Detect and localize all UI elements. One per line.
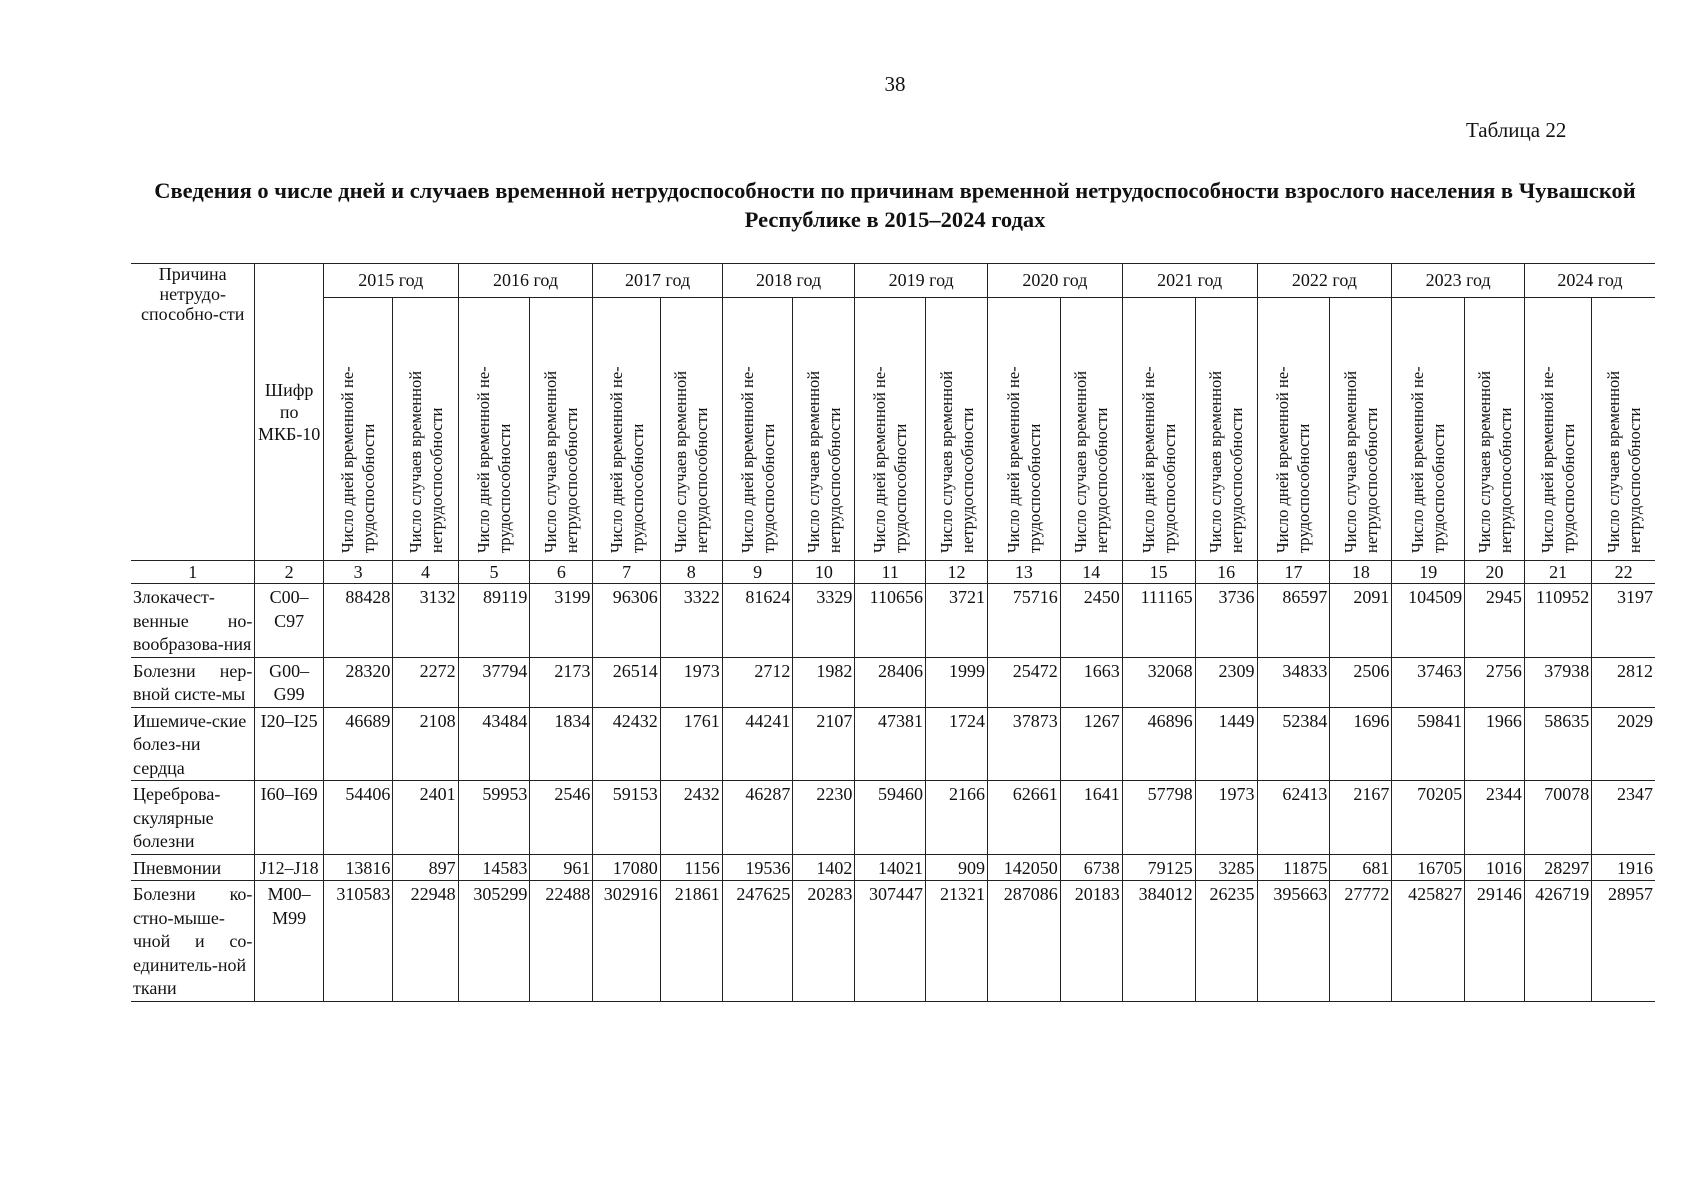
cause-cell: Ишемиче-ские болез-ни сердца bbox=[131, 707, 255, 781]
cases-value-cell: 1696 bbox=[1330, 707, 1392, 781]
header-days-label: Число дней временной не-трудоспособности bbox=[593, 298, 660, 561]
cases-value-cell: 2450 bbox=[1060, 584, 1122, 658]
column-number: 14 bbox=[1060, 561, 1122, 584]
icd-code-cell: M00–M99 bbox=[255, 881, 323, 1002]
cases-value-cell: 1267 bbox=[1060, 707, 1122, 781]
header-cases-label: Число случаев временной нетрудоспособности bbox=[1592, 298, 1655, 561]
cases-value-cell: 1966 bbox=[1465, 707, 1525, 781]
cases-value-cell: 20183 bbox=[1060, 881, 1122, 1002]
cases-value-cell: 2107 bbox=[793, 707, 855, 781]
days-value-cell: 58635 bbox=[1524, 707, 1591, 781]
days-value-cell: 16705 bbox=[1392, 854, 1465, 881]
cases-value-cell: 2506 bbox=[1330, 657, 1392, 707]
cases-value-cell: 1402 bbox=[793, 854, 855, 881]
cases-value-cell: 27772 bbox=[1330, 881, 1392, 1002]
column-number: 3 bbox=[323, 561, 393, 584]
measure-header-row bbox=[131, 298, 1655, 561]
days-value-cell: 247625 bbox=[722, 881, 793, 1002]
days-value-cell: 46689 bbox=[323, 707, 393, 781]
column-number: 10 bbox=[793, 561, 855, 584]
column-number: 13 bbox=[987, 561, 1060, 584]
cases-value-cell: 1663 bbox=[1060, 657, 1122, 707]
cases-value-cell: 1916 bbox=[1592, 854, 1655, 881]
days-value-cell: 426719 bbox=[1524, 881, 1591, 1002]
days-value-cell: 54406 bbox=[323, 781, 393, 855]
header-year: 2024 год bbox=[1524, 264, 1655, 298]
cases-value-cell: 1982 bbox=[793, 657, 855, 707]
column-number: 11 bbox=[855, 561, 926, 584]
cases-value-cell: 3285 bbox=[1195, 854, 1257, 881]
header-year: 2018 год bbox=[722, 264, 855, 298]
cases-value-cell: 3199 bbox=[530, 584, 593, 658]
days-value-cell: 2712 bbox=[722, 657, 793, 707]
days-value-cell: 88428 bbox=[323, 584, 393, 658]
days-value-cell: 59841 bbox=[1392, 707, 1465, 781]
cases-value-cell: 2945 bbox=[1465, 584, 1525, 658]
days-value-cell: 59460 bbox=[855, 781, 926, 855]
cases-value-cell: 6738 bbox=[1060, 854, 1122, 881]
header-year: 2016 год bbox=[458, 264, 593, 298]
header-cause: Причина нетрудо-способно-сти bbox=[131, 264, 255, 561]
days-value-cell: 46287 bbox=[722, 781, 793, 855]
cases-value-cell: 1973 bbox=[1195, 781, 1257, 855]
cases-value-cell: 2173 bbox=[530, 657, 593, 707]
days-value-cell: 79125 bbox=[1122, 854, 1195, 881]
header-cases-label: Число случаев временной нетрудоспособности bbox=[926, 298, 988, 561]
document-title: Сведения о числе дней и случаев временной нетрудоспособности по причинам временной нетрудоспособности взрослого населения в Чувашской Республике в 2015–2024 годах bbox=[154, 178, 1636, 232]
column-number: 8 bbox=[660, 561, 722, 584]
header-cases-label: Число случаев временной нетрудоспособности bbox=[1330, 298, 1392, 561]
cases-value-cell: 1641 bbox=[1060, 781, 1122, 855]
days-value-cell: 37794 bbox=[458, 657, 530, 707]
days-value-cell: 28406 bbox=[855, 657, 926, 707]
header-cases-label: Число случаев временной нетрудоспособности bbox=[393, 298, 458, 561]
cases-value-cell: 2091 bbox=[1330, 584, 1392, 658]
table-label: Таблица 22 bbox=[1466, 118, 1567, 142]
cases-value-cell: 2309 bbox=[1195, 657, 1257, 707]
days-value-cell: 14021 bbox=[855, 854, 926, 881]
column-number: 5 bbox=[458, 561, 530, 584]
column-number: 22 bbox=[1592, 561, 1655, 584]
cases-value-cell: 1761 bbox=[660, 707, 722, 781]
days-value-cell: 59153 bbox=[593, 781, 660, 855]
days-value-cell: 13816 bbox=[323, 854, 393, 881]
days-value-cell: 32068 bbox=[1122, 657, 1195, 707]
days-value-cell: 37463 bbox=[1392, 657, 1465, 707]
days-value-cell: 62661 bbox=[987, 781, 1060, 855]
header-days-label: Число дней временной не-трудоспособности bbox=[855, 298, 926, 561]
header-year: 2023 год bbox=[1392, 264, 1525, 298]
column-number: 12 bbox=[926, 561, 988, 584]
cases-value-cell: 1449 bbox=[1195, 707, 1257, 781]
days-value-cell: 111165 bbox=[1122, 584, 1195, 658]
header-days-label: Число дней временной не-трудоспособности bbox=[987, 298, 1060, 561]
header-year: 2017 год bbox=[593, 264, 722, 298]
statistics-table bbox=[131, 263, 1655, 1002]
days-value-cell: 395663 bbox=[1257, 881, 1330, 1002]
table-row bbox=[131, 781, 1655, 855]
cases-value-cell: 2272 bbox=[393, 657, 458, 707]
cases-value-cell: 2756 bbox=[1465, 657, 1525, 707]
cases-value-cell: 681 bbox=[1330, 854, 1392, 881]
icd-code-cell: J12–J18 bbox=[255, 854, 323, 881]
days-value-cell: 104509 bbox=[1392, 584, 1465, 658]
cases-value-cell: 21321 bbox=[926, 881, 988, 1002]
days-value-cell: 44241 bbox=[722, 707, 793, 781]
days-value-cell: 34833 bbox=[1257, 657, 1330, 707]
days-value-cell: 37873 bbox=[987, 707, 1060, 781]
page-number: 38 bbox=[884, 72, 906, 96]
header-cases-label: Число случаев временной нетрудоспособности bbox=[1465, 298, 1525, 561]
icd-code-cell: I60–I69 bbox=[255, 781, 323, 855]
table-row bbox=[131, 881, 1655, 1002]
cases-value-cell: 21861 bbox=[660, 881, 722, 1002]
cases-value-cell: 2230 bbox=[793, 781, 855, 855]
column-number: 15 bbox=[1122, 561, 1195, 584]
table-row bbox=[131, 854, 1655, 881]
cases-value-cell: 3322 bbox=[660, 584, 722, 658]
column-number: 20 bbox=[1465, 561, 1525, 584]
days-value-cell: 28320 bbox=[323, 657, 393, 707]
cases-value-cell: 2546 bbox=[530, 781, 593, 855]
cases-value-cell: 3736 bbox=[1195, 584, 1257, 658]
days-value-cell: 89119 bbox=[458, 584, 530, 658]
cases-value-cell: 897 bbox=[393, 854, 458, 881]
cases-value-cell: 26235 bbox=[1195, 881, 1257, 1002]
days-value-cell: 25472 bbox=[987, 657, 1060, 707]
header-days-label: Число дней временной не-трудоспособности bbox=[1257, 298, 1330, 561]
icd-code-cell: G00–G99 bbox=[255, 657, 323, 707]
header-cases-label: Число случаев временной нетрудоспособности bbox=[793, 298, 855, 561]
column-number: 6 bbox=[530, 561, 593, 584]
header-days-label: Число дней временной не-трудоспособности bbox=[722, 298, 793, 561]
cases-value-cell: 2108 bbox=[393, 707, 458, 781]
cases-value-cell: 2432 bbox=[660, 781, 722, 855]
cause-cell: Болезни ко-стно-мыше-чной и со-единитель-ной ткани bbox=[131, 881, 255, 1002]
column-number-row bbox=[131, 561, 1655, 584]
days-value-cell: 46896 bbox=[1122, 707, 1195, 781]
days-value-cell: 28297 bbox=[1524, 854, 1591, 881]
days-value-cell: 287086 bbox=[987, 881, 1060, 1002]
cases-value-cell: 3329 bbox=[793, 584, 855, 658]
days-value-cell: 37938 bbox=[1524, 657, 1591, 707]
header-cases-label: Число случаев временной нетрудоспособности bbox=[660, 298, 722, 561]
header-days-label: Число дней временной не-трудоспособности bbox=[1122, 298, 1195, 561]
cases-value-cell: 20283 bbox=[793, 881, 855, 1002]
days-value-cell: 17080 bbox=[593, 854, 660, 881]
days-value-cell: 110656 bbox=[855, 584, 926, 658]
header-year: 2020 год bbox=[987, 264, 1122, 298]
cases-value-cell: 2029 bbox=[1592, 707, 1655, 781]
header-code: Шифр по МКБ-10 bbox=[255, 264, 323, 561]
days-value-cell: 70078 bbox=[1524, 781, 1591, 855]
cause-cell: Злокачест-венные но-вообразова-ния bbox=[131, 584, 255, 658]
column-number: 19 bbox=[1392, 561, 1465, 584]
days-value-cell: 302916 bbox=[593, 881, 660, 1002]
header-year: 2015 год bbox=[323, 264, 458, 298]
column-number: 7 bbox=[593, 561, 660, 584]
days-value-cell: 310583 bbox=[323, 881, 393, 1002]
cases-value-cell: 1016 bbox=[1465, 854, 1525, 881]
days-value-cell: 62413 bbox=[1257, 781, 1330, 855]
table-row bbox=[131, 657, 1655, 707]
days-value-cell: 42432 bbox=[593, 707, 660, 781]
cases-value-cell: 28957 bbox=[1592, 881, 1655, 1002]
column-number: 9 bbox=[722, 561, 793, 584]
cases-value-cell: 1156 bbox=[660, 854, 722, 881]
days-value-cell: 52384 bbox=[1257, 707, 1330, 781]
cases-value-cell: 29146 bbox=[1465, 881, 1525, 1002]
days-value-cell: 75716 bbox=[987, 584, 1060, 658]
cases-value-cell: 2167 bbox=[1330, 781, 1392, 855]
days-value-cell: 307447 bbox=[855, 881, 926, 1002]
days-value-cell: 81624 bbox=[722, 584, 793, 658]
cases-value-cell: 22488 bbox=[530, 881, 593, 1002]
column-number: 1 bbox=[131, 561, 255, 584]
cases-value-cell: 1724 bbox=[926, 707, 988, 781]
days-value-cell: 43484 bbox=[458, 707, 530, 781]
column-number: 17 bbox=[1257, 561, 1330, 584]
cause-cell: Болезни нер-вной систе-мы bbox=[131, 657, 255, 707]
icd-code-cell: I20–I25 bbox=[255, 707, 323, 781]
days-value-cell: 70205 bbox=[1392, 781, 1465, 855]
header-year: 2021 год bbox=[1122, 264, 1257, 298]
days-value-cell: 86597 bbox=[1257, 584, 1330, 658]
table-row bbox=[131, 707, 1655, 781]
column-number: 18 bbox=[1330, 561, 1392, 584]
days-value-cell: 425827 bbox=[1392, 881, 1465, 1002]
header-days-label: Число дней временной не-трудоспособности bbox=[323, 298, 393, 561]
cases-value-cell: 22948 bbox=[393, 881, 458, 1002]
cases-value-cell: 2344 bbox=[1465, 781, 1525, 855]
header-days-label: Число дней временной не-трудоспособности bbox=[458, 298, 530, 561]
cases-value-cell: 1973 bbox=[660, 657, 722, 707]
cases-value-cell: 1834 bbox=[530, 707, 593, 781]
cases-value-cell: 2166 bbox=[926, 781, 988, 855]
cases-value-cell: 2812 bbox=[1592, 657, 1655, 707]
days-value-cell: 19536 bbox=[722, 854, 793, 881]
days-value-cell: 11875 bbox=[1257, 854, 1330, 881]
column-number: 4 bbox=[393, 561, 458, 584]
column-number: 2 bbox=[255, 561, 323, 584]
header-days-label: Число дней временной не-трудоспособности bbox=[1392, 298, 1465, 561]
header-days-label: Число дней временной не-трудоспособности bbox=[1524, 298, 1591, 561]
cases-value-cell: 3721 bbox=[926, 584, 988, 658]
cases-value-cell: 961 bbox=[530, 854, 593, 881]
year-header-row bbox=[131, 264, 1655, 298]
header-year: 2022 год bbox=[1257, 264, 1392, 298]
table-body bbox=[131, 584, 1655, 1002]
column-number: 21 bbox=[1524, 561, 1591, 584]
days-value-cell: 142050 bbox=[987, 854, 1060, 881]
cause-cell: Пневмонии bbox=[131, 854, 255, 881]
days-value-cell: 384012 bbox=[1122, 881, 1195, 1002]
icd-code-cell: C00–C97 bbox=[255, 584, 323, 658]
days-value-cell: 57798 bbox=[1122, 781, 1195, 855]
days-value-cell: 26514 bbox=[593, 657, 660, 707]
days-value-cell: 47381 bbox=[855, 707, 926, 781]
table-row bbox=[131, 584, 1655, 658]
days-value-cell: 14583 bbox=[458, 854, 530, 881]
cases-value-cell: 2347 bbox=[1592, 781, 1655, 855]
cases-value-cell: 909 bbox=[926, 854, 988, 881]
cause-cell: Цереброва-скулярные болезни bbox=[131, 781, 255, 855]
cases-value-cell: 3132 bbox=[393, 584, 458, 658]
header-cases-label: Число случаев временной нетрудоспособности bbox=[1195, 298, 1257, 561]
column-number: 16 bbox=[1195, 561, 1257, 584]
days-value-cell: 96306 bbox=[593, 584, 660, 658]
cases-value-cell: 2401 bbox=[393, 781, 458, 855]
header-cases-label: Число случаев временной нетрудоспособности bbox=[1060, 298, 1122, 561]
days-value-cell: 305299 bbox=[458, 881, 530, 1002]
days-value-cell: 59953 bbox=[458, 781, 530, 855]
cases-value-cell: 1999 bbox=[926, 657, 988, 707]
header-year: 2019 год bbox=[855, 264, 988, 298]
days-value-cell: 110952 bbox=[1524, 584, 1591, 658]
cases-value-cell: 3197 bbox=[1592, 584, 1655, 658]
header-cases-label: Число случаев временной нетрудоспособности bbox=[530, 298, 593, 561]
